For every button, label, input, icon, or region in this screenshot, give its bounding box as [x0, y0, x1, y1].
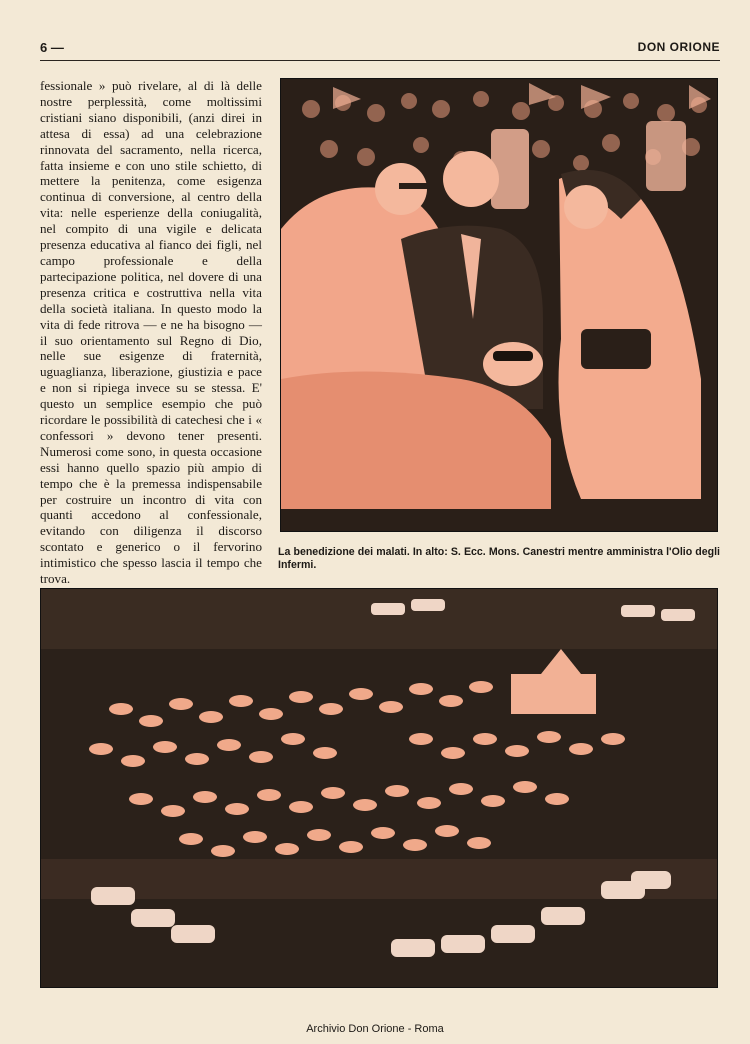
page-header: [40, 40, 720, 60]
article-paragraph: fessionale » può rivelare, al di là delle nostre perplessità, come moltissimi cristiani siano disponibili, (anzi direi in attesa di essa) ad una celebrazione rinnovata del sacramento, nella ricerca, fatta insieme e con uno stile schietto, di mettere la penitenza, come esigenza continua di conversione, al centro della vita: nelle esperienze della coniugalità, nel compito di una vigile e delicata presenza educativa al fianco dei figli, nel campo professionale e della partecipazione politica, nel dovere di una presenza critica e costruttiva nella vita della società italiana. In questo modo la vita di fede ritrova — e ne ha bisogno — il suo orientamento sul Regno di Dio, nelle sue esigenze di fraternità, uguaglianza, liberazione, giustizia e pace e non si ripiega invece su se stessa. E' questo un semplice esempio che può ricordare le possibilità di catechesi che i « confessori » devono tener presenti. Numerosi come sono, in questa occasione essi hanno quello spazio più ampio di tempo che è la premessa indispensabile per costruire un incontro di vita con quanti accedono al confessionale, evitando con diligenza il discorso scontato e generico o il fervorino intimistico che spesso lascia il tempo che trova.: [40, 78, 262, 587]
photo-caption: La benedizione dei malati. In alto: S. Ecc. Mons. Canestri mentre amministra l'Olio degli Infermi.: [278, 546, 720, 571]
magazine-title: DON ORIONE: [637, 40, 720, 54]
page-number: 6 —: [40, 40, 64, 55]
blessing-of-sick-photo: [280, 78, 718, 532]
archive-footer: Archivio Don Orione - Roma: [306, 1023, 444, 1035]
blessing-photo-illustration: [281, 79, 717, 531]
article-column: [40, 78, 262, 603]
aerial-crowd-photo: [40, 588, 718, 988]
header-divider: [40, 60, 720, 61]
aerial-photo-illustration: [41, 589, 717, 987]
